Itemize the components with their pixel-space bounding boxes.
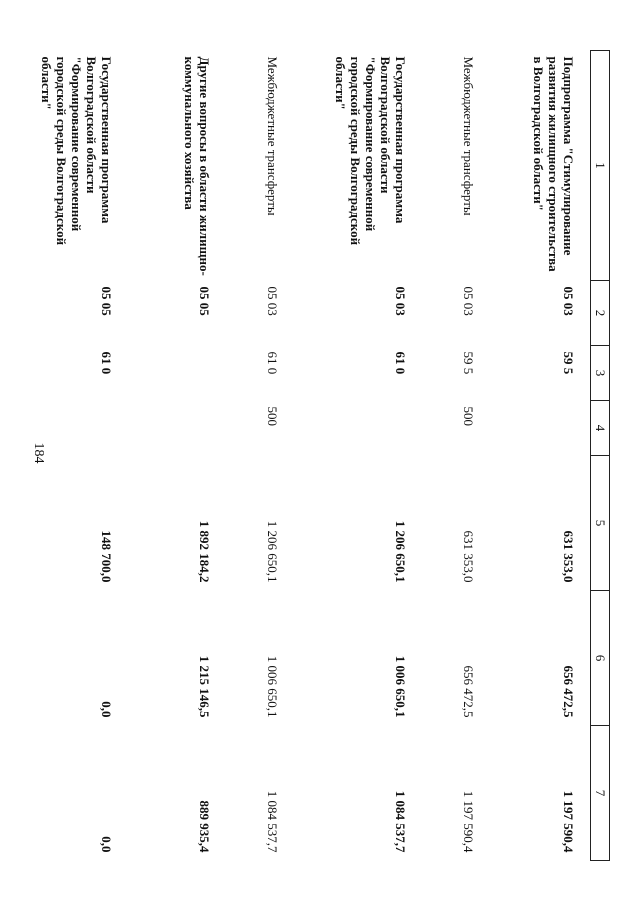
- table-row: [226, 51, 294, 861]
- row-section: 05 05: [197, 286, 212, 316]
- row-target: [128, 346, 226, 401]
- column-header-1: 1: [591, 51, 610, 281]
- row-type: [128, 401, 226, 456]
- table-row: [0, 51, 128, 861]
- row-value-6: 1 006 650,1: [393, 655, 408, 718]
- row-value-5: 631 353,0: [561, 530, 576, 583]
- row-value-6: 0,0: [99, 701, 114, 718]
- row-name: Государственная программа Волгоградской области "Формирование современной городской среды Волгоградской области": [333, 56, 408, 246]
- table-row: [294, 51, 422, 861]
- row-type: 500: [461, 406, 476, 426]
- row-name: Другие вопросы в области жилищно-коммунального хозяйства: [182, 56, 212, 276]
- row-type: 500: [265, 406, 280, 426]
- row-name: Государственная программа Волгоградской области "Формирование современной городской среды Волгоградской области": [39, 56, 114, 246]
- row-section: 05 03: [561, 286, 576, 316]
- row-target: 61 0: [265, 351, 280, 375]
- row-value-6: 656 472,5: [561, 665, 576, 718]
- row-section: 05 05: [99, 286, 114, 316]
- table-row: [128, 51, 226, 861]
- column-header-2: 2: [591, 281, 610, 346]
- row-name: Межбюджетные трансферты: [461, 56, 476, 216]
- row-value-6: 1 215 146,5: [197, 655, 212, 718]
- column-header-5: 5: [591, 456, 610, 591]
- row-target: 61 0: [99, 351, 114, 375]
- row-value-5: 148 700,0: [99, 530, 114, 583]
- row-type: [294, 401, 422, 456]
- table-row: [490, 51, 591, 861]
- row-section: 05 03: [461, 286, 476, 316]
- row-target: 59 5: [561, 351, 576, 375]
- row-target: 59 5: [461, 351, 476, 375]
- row-section: 05 03: [393, 286, 408, 316]
- row-value-7: 1 084 537,7: [265, 790, 280, 853]
- row-value-6: 656 472,5: [461, 665, 476, 718]
- column-header-7: 7: [591, 726, 610, 861]
- row-value-7: 1 197 590,4: [561, 790, 576, 853]
- row-name: Межбюджетные трансферты: [265, 56, 280, 216]
- budget-table-sheet: [39, 50, 610, 860]
- row-value-7: 1 197 590,4: [461, 790, 476, 853]
- row-value-6: 1 006 650,1: [265, 655, 280, 718]
- row-value-5: 1 892 184,2: [197, 520, 212, 583]
- row-name: Подпрограмма "Стимулирование развития жилищного строительства в Волгоградской области": [531, 56, 576, 272]
- column-header-3: 3: [591, 346, 610, 401]
- page-number: 184: [31, 442, 46, 464]
- row-value-5: 631 353,0: [461, 530, 476, 583]
- row-value-7: 889 935,4: [197, 800, 212, 853]
- row-value-7: 1 084 537,7: [393, 790, 408, 853]
- row-value-5: 1 206 650,1: [393, 520, 408, 583]
- budget-table: [0, 50, 610, 861]
- column-header-6: 6: [591, 591, 610, 726]
- column-number-header: [591, 51, 610, 861]
- row-target: 61 0: [393, 351, 408, 375]
- row-section: 05 03: [265, 286, 280, 316]
- row-value-7: 0,0: [99, 836, 114, 853]
- column-header-4: 4: [591, 401, 610, 456]
- table-row: [422, 51, 490, 861]
- row-value-5: 1 206 650,1: [265, 520, 280, 583]
- row-type: [0, 401, 128, 456]
- row-type: [490, 401, 591, 456]
